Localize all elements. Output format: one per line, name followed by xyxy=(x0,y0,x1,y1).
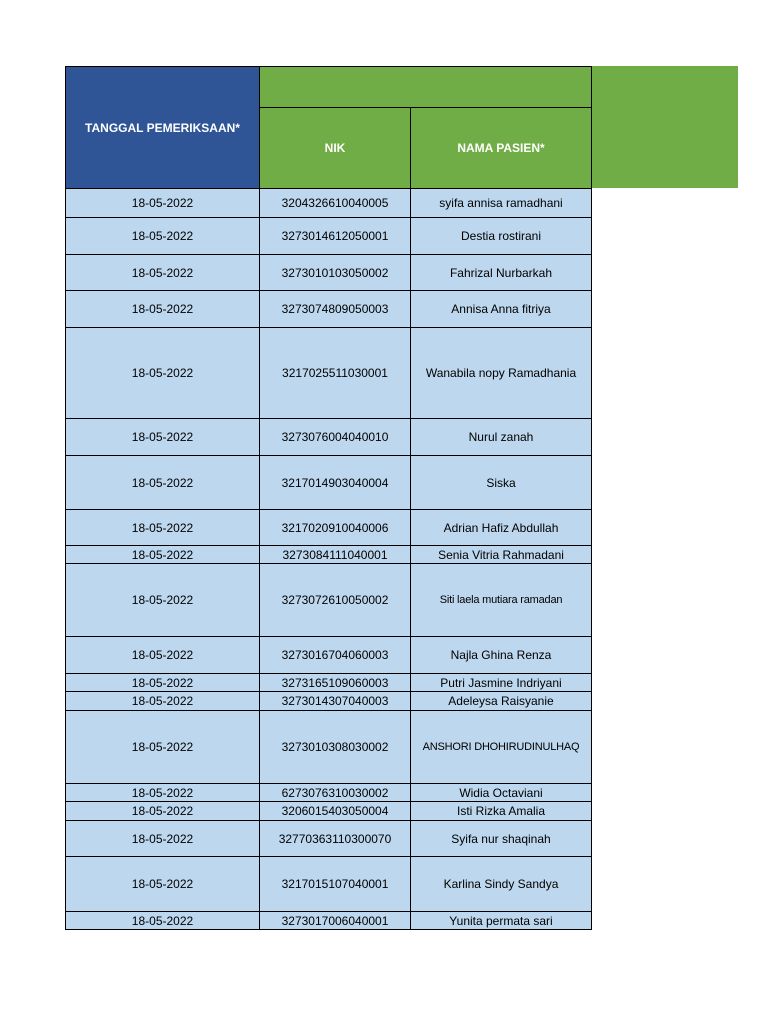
nik-cell[interactable]: 3204326610040005 xyxy=(260,189,411,218)
nik-cell[interactable]: 3273014612050001 xyxy=(260,218,411,255)
table-row xyxy=(66,912,592,930)
table-row xyxy=(66,456,592,510)
name-cell[interactable]: Isti Rizka Amalia xyxy=(411,802,592,821)
table-row xyxy=(66,784,592,802)
nik-cell[interactable]: 3217025511030001 xyxy=(260,328,411,419)
name-cell[interactable]: Annisa Anna fitriya xyxy=(411,291,592,328)
date-cell[interactable]: 18-05-2022 xyxy=(66,510,260,546)
table-row xyxy=(66,328,592,419)
patient-table xyxy=(65,66,592,930)
date-cell[interactable]: 18-05-2022 xyxy=(66,189,260,218)
table-row xyxy=(66,510,592,546)
table-row xyxy=(66,564,592,637)
date-cell[interactable]: 18-05-2022 xyxy=(66,912,260,930)
table-row xyxy=(66,189,592,218)
date-cell[interactable]: 18-05-2022 xyxy=(66,419,260,456)
nik-cell[interactable]: 3206015403050004 xyxy=(260,802,411,821)
table-row xyxy=(66,291,592,328)
table-row xyxy=(66,255,592,291)
date-cell[interactable]: 18-05-2022 xyxy=(66,784,260,802)
header-green-fill xyxy=(591,66,738,188)
nik-cell[interactable]: 3273074809050003 xyxy=(260,291,411,328)
date-cell[interactable]: 18-05-2022 xyxy=(66,456,260,510)
date-cell[interactable]: 18-05-2022 xyxy=(66,711,260,784)
name-cell[interactable]: Karlina Sindy Sandya xyxy=(411,857,592,912)
name-cell[interactable]: Adrian Hafiz Abdullah xyxy=(411,510,592,546)
nik-cell[interactable]: 3273014307040003 xyxy=(260,692,411,711)
name-cell[interactable]: Destia rostirani xyxy=(411,218,592,255)
name-cell[interactable]: Yunita permata sari xyxy=(411,912,592,930)
name-cell[interactable]: Syifa nur shaqinah xyxy=(411,821,592,857)
nik-cell[interactable]: 3273072610050002 xyxy=(260,564,411,637)
name-cell[interactable]: Najla Ghina Renza xyxy=(411,637,592,674)
nik-cell[interactable]: 3273016704060003 xyxy=(260,637,411,674)
table-row xyxy=(66,546,592,564)
name-cell[interactable]: syifa annisa ramadhani xyxy=(411,189,592,218)
column-header-date: TANGGAL PEMERIKSAAN* xyxy=(66,67,260,189)
name-cell[interactable]: Fahrizal Nurbarkah xyxy=(411,255,592,291)
table-row xyxy=(66,711,592,784)
name-cell[interactable]: Wanabila nopy Ramadhania xyxy=(411,328,592,419)
date-cell[interactable]: 18-05-2022 xyxy=(66,802,260,821)
header-merged-green-cell xyxy=(260,67,592,108)
nik-cell[interactable]: 32770363110300070 xyxy=(260,821,411,857)
date-cell[interactable]: 18-05-2022 xyxy=(66,218,260,255)
name-cell[interactable]: Putri Jasmine Indriyani xyxy=(411,674,592,692)
name-cell[interactable]: ANSHORI DHOHIRUDINULHAQ xyxy=(411,711,592,784)
date-cell[interactable]: 18-05-2022 xyxy=(66,328,260,419)
date-cell[interactable]: 18-05-2022 xyxy=(66,674,260,692)
nik-cell[interactable]: 3273017006040001 xyxy=(260,912,411,930)
table-row xyxy=(66,674,592,692)
nik-cell[interactable]: 3273010103050002 xyxy=(260,255,411,291)
column-header-name: NAMA PASIEN* xyxy=(411,108,592,189)
nik-cell[interactable]: 3273165109060003 xyxy=(260,674,411,692)
name-cell[interactable]: Adeleysa Raisyanie xyxy=(411,692,592,711)
date-cell[interactable]: 18-05-2022 xyxy=(66,546,260,564)
table-row xyxy=(66,821,592,857)
date-cell[interactable]: 18-05-2022 xyxy=(66,255,260,291)
nik-cell[interactable]: 3217014903040004 xyxy=(260,456,411,510)
date-cell[interactable]: 18-05-2022 xyxy=(66,857,260,912)
table-row xyxy=(66,802,592,821)
nik-cell[interactable]: 3273010308030002 xyxy=(260,711,411,784)
name-cell[interactable]: Siti laela mutiara ramadan xyxy=(411,564,592,637)
name-cell[interactable]: Widia Octaviani xyxy=(411,784,592,802)
table-row xyxy=(66,692,592,711)
table-row xyxy=(66,857,592,912)
name-cell[interactable]: Senia Vitria Rahmadani xyxy=(411,546,592,564)
date-cell[interactable]: 18-05-2022 xyxy=(66,291,260,328)
date-cell[interactable]: 18-05-2022 xyxy=(66,637,260,674)
nik-cell[interactable]: 3217015107040001 xyxy=(260,857,411,912)
nik-cell[interactable]: 6273076310030002 xyxy=(260,784,411,802)
date-cell[interactable]: 18-05-2022 xyxy=(66,692,260,711)
nik-cell[interactable]: 3217020910040006 xyxy=(260,510,411,546)
name-cell[interactable]: Nurul zanah xyxy=(411,419,592,456)
table-row xyxy=(66,218,592,255)
table-row xyxy=(66,419,592,456)
name-cell[interactable]: Siska xyxy=(411,456,592,510)
nik-cell[interactable]: 3273076004040010 xyxy=(260,419,411,456)
date-cell[interactable]: 18-05-2022 xyxy=(66,564,260,637)
column-header-nik: NIK xyxy=(260,108,411,189)
date-cell[interactable]: 18-05-2022 xyxy=(66,821,260,857)
nik-cell[interactable]: 3273084111040001 xyxy=(260,546,411,564)
table-row xyxy=(66,637,592,674)
